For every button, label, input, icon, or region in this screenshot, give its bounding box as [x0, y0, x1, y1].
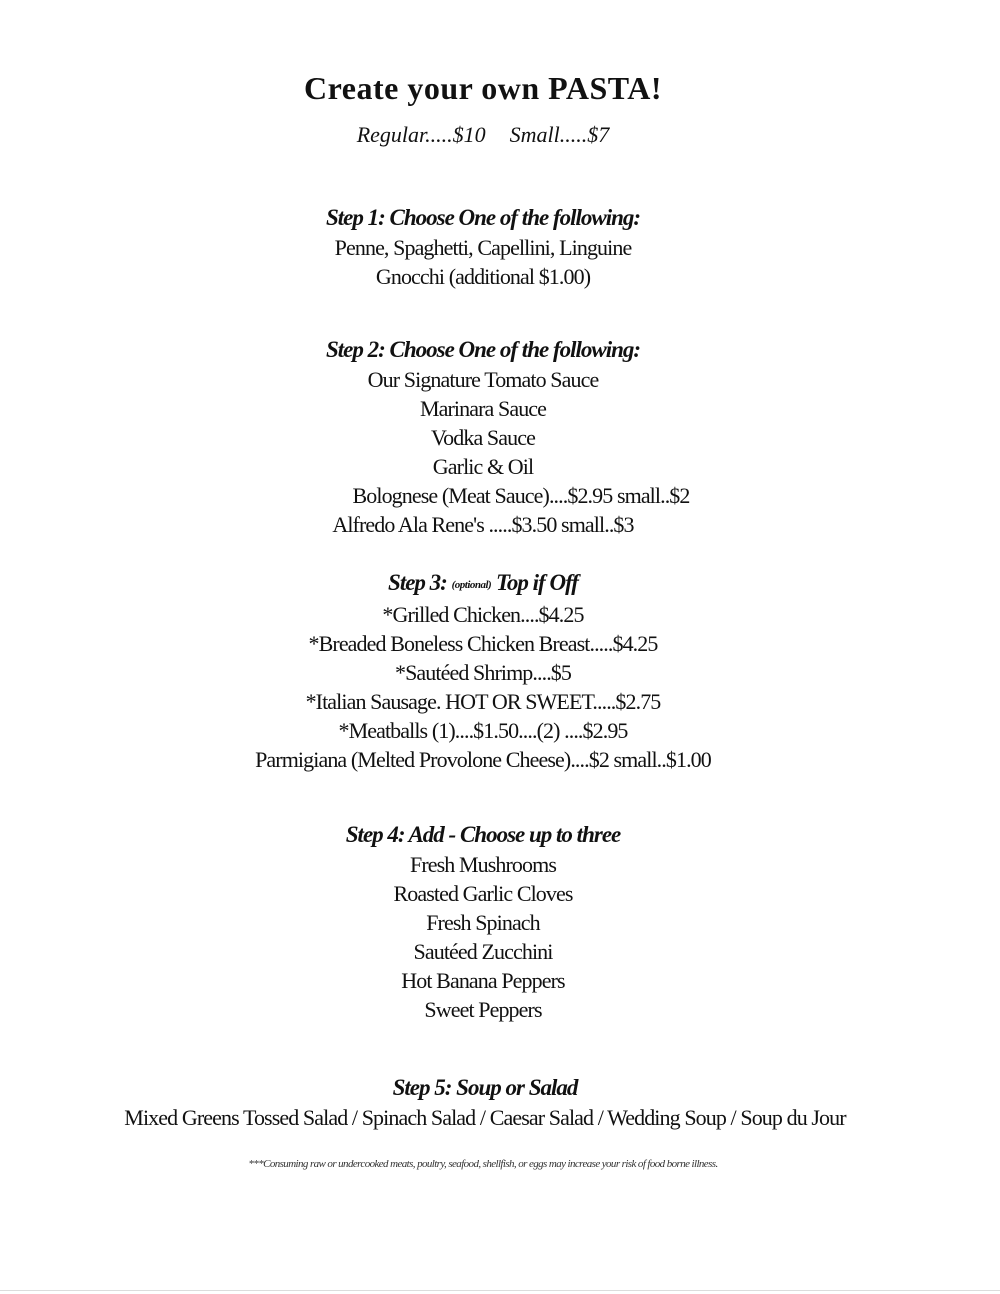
step4-heading: Step 4: Add - Choose up to three [345, 822, 621, 847]
regular-price: Regular.....$10 [356, 122, 486, 147]
step4-section [0, 820, 966, 1024]
page-edge-divider [0, 1290, 1000, 1291]
step3-section [0, 568, 966, 774]
step1-heading: Step 1: Choose One of the following: [325, 205, 641, 230]
add-on-option: Sautéed Zucchini [413, 939, 553, 964]
topping-option: *Meatballs (1)....$1.50....(2) ....$2.95 [338, 718, 628, 743]
sauce-option: Alfredo Ala Rene's .....$3.50 small..$3 [332, 512, 634, 537]
soup-salad-options: Mixed Greens Tossed Salad / Spinach Salad / Caesar Salad / Wedding Soup / Soup du Jour [124, 1105, 846, 1130]
add-on-option: Sweet Peppers [424, 997, 542, 1022]
page-title: Create your own PASTA! [304, 70, 662, 106]
step3-heading [0, 568, 966, 600]
topping-option: *Italian Sausage. HOT OR SWEET.....$2.75 [305, 689, 661, 714]
pasta-option: Gnocchi (additional $1.00) [375, 264, 591, 289]
sauce-option: Our Signature Tomato Sauce [367, 367, 599, 392]
pasta-option: Penne, Spaghetti, Capellini, Linguine [334, 235, 632, 260]
food-safety-disclaimer: ***Consuming raw or undercooked meats, poultry, seafood, shellfish, or eggs may increase your risk of food borne illness. [248, 1158, 718, 1170]
add-on-option: Fresh Spinach [426, 910, 540, 935]
step1-section [0, 203, 966, 291]
step2-section [0, 335, 966, 539]
step2-heading: Step 2: Choose One of the following: [325, 337, 641, 362]
step3-heading-suffix: Top if Off [495, 570, 578, 595]
size-prices [0, 122, 966, 148]
sauce-option: Garlic & Oil [432, 454, 534, 479]
small-price: Small.....$7 [509, 122, 610, 147]
add-on-option: Roasted Garlic Cloves [393, 881, 573, 906]
step5-section [0, 1073, 970, 1132]
sauce-option: Vodka Sauce [431, 425, 535, 450]
add-on-option: Fresh Mushrooms [409, 852, 556, 877]
sauce-option: Bolognese (Meat Sauce)....$2.95 small..$2 [352, 483, 690, 508]
topping-option: *Sautéed Shrimp....$5 [394, 660, 572, 685]
add-on-option: Hot Banana Peppers [401, 968, 565, 993]
step5-heading: Step 5: Soup or Salad [392, 1075, 578, 1100]
sauce-option: Marinara Sauce [419, 396, 547, 421]
step3-heading-prefix: Step 3: [388, 570, 447, 595]
optional-label: (optional) [451, 579, 492, 591]
topping-option: *Breaded Boneless Chicken Breast.....$4.25 [308, 631, 658, 656]
topping-option: *Grilled Chicken....$4.25 [382, 602, 584, 627]
topping-option: Parmigiana (Melted Provolone Cheese)....$2 small..$1.00 [255, 747, 711, 772]
